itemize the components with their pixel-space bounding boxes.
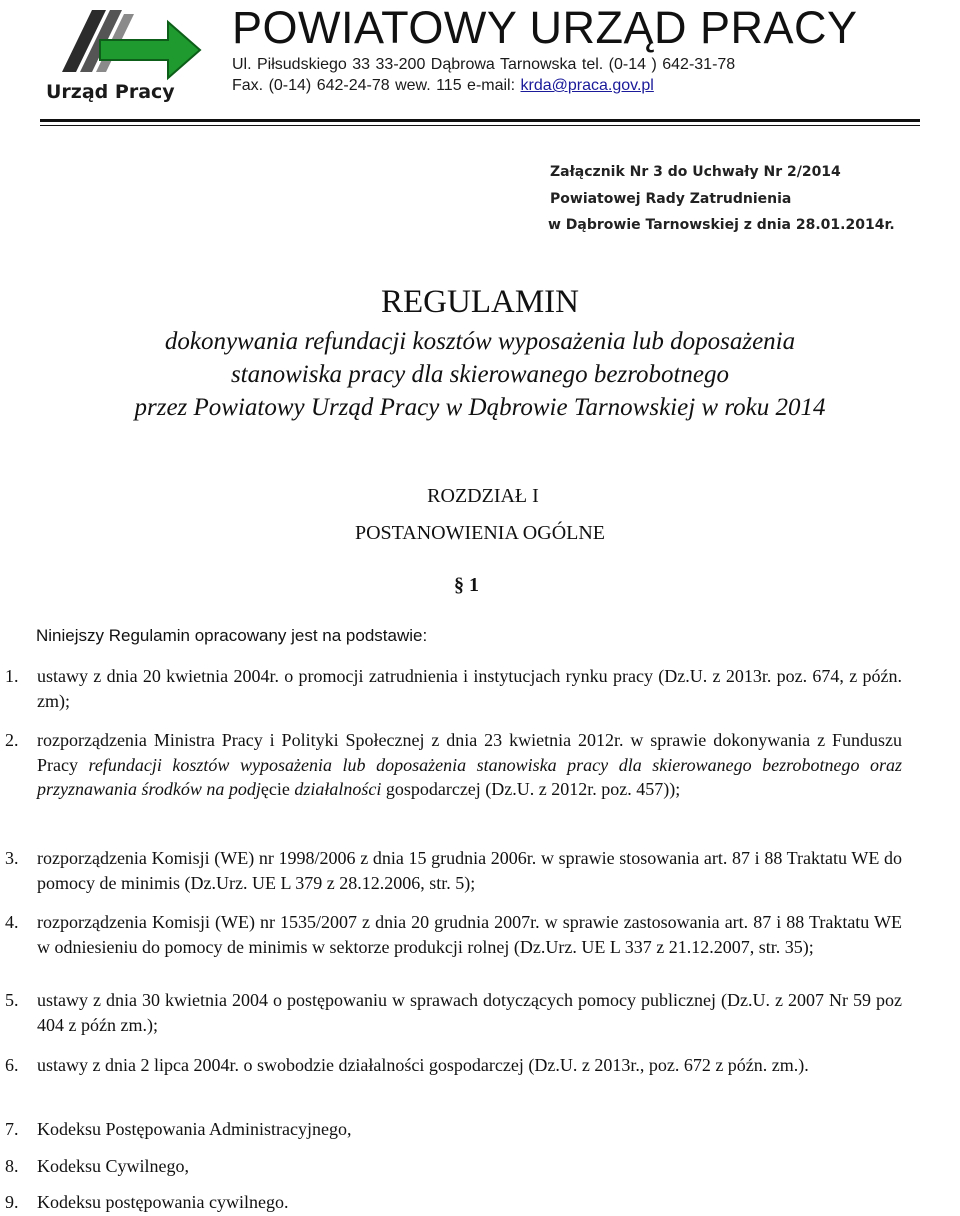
list-item-text: Kodeksu Postępowania Administracyjnego, — [37, 1119, 352, 1139]
list-item-text: Kodeksu postępowania cywilnego. — [37, 1192, 289, 1212]
list-item-number: 7. — [5, 1119, 19, 1139]
list-item-text: Kodeksu Cywilnego, — [37, 1156, 189, 1176]
list-item-number: 3. — [5, 848, 19, 868]
document-subtitle-2: stanowiska pracy dla skierowanego bezrobotnego — [230, 361, 730, 388]
list-item-text-italic: działalności — [289, 779, 382, 799]
list-item — [5, 988, 902, 1037]
header-divider-thick — [40, 119, 920, 122]
list-item — [5, 664, 902, 713]
list-item-text: rozporządzenia Komisji (WE) nr 1535/2007 z dnia 20 grudnia 2007r. w sprawie zastosowania art. 87 i 88 Traktatu WE w odniesieniu do pomocy de minimis w sektorze produkcji rolnej (Dz.Urz. UE L 337 z 21.12.2007, str. 35); — [37, 912, 902, 957]
list-item — [5, 1154, 902, 1179]
list-item — [5, 1117, 902, 1142]
list-item-text-part: gospodarczej (Dz.U. z 2012r. poz. 457)); — [381, 779, 681, 799]
email-link[interactable]: krda@praca.gov.pl — [520, 77, 654, 94]
intro-text: Niniejszy Regulamin opracowany jest na podstawie: — [36, 626, 428, 645]
header-divider-thin — [40, 125, 920, 126]
contact-address-phone: Ul. Piłsudskiego 33 33-200 Dąbrowa Tarnowska tel. (0-14 ) 642-31-78 — [232, 56, 736, 73]
document-title: REGULAMIN — [381, 284, 579, 320]
office-logo — [40, 2, 215, 106]
list-item-text: rozporządzenia Komisji (WE) nr 1998/2006 z dnia 15 grudnia 2006r. w sprawie stosowania art. 87 i 88 Traktatu WE do pomocy de minimis (Dz.Urz. UE L 379 z 28.12.2006, str. 5); — [37, 848, 902, 893]
logo-text: Urząd Pracy — [46, 81, 175, 103]
list-item-number: 9. — [5, 1192, 19, 1212]
document-subtitle-1: dokonywania refundacji kosztów wyposażenia lub doposażenia — [164, 328, 796, 355]
attachment-line-1: Załącznik Nr 3 do Uchwały Nr 2/2014 — [550, 164, 841, 180]
list-item — [5, 1053, 902, 1078]
organization-name: POWIATOWY URZĄD PRACY — [232, 2, 858, 53]
chapter-number: ROZDZIAŁ I — [427, 485, 539, 507]
contact-fax: Fax. (0-14) 642-24-78 wew. 115 e-mail: — [232, 77, 516, 94]
list-item-text: ustawy z dnia 2 lipca 2004r. o swobodzie działalności gospodarczej (Dz.U. z 2013r., poz. 672 z późn. zm.). — [37, 1055, 809, 1075]
list-item — [5, 728, 902, 802]
list-item-number: 5. — [5, 990, 19, 1010]
list-item-number: 1. — [5, 666, 19, 686]
list-item-number: 4. — [5, 912, 19, 932]
attachment-line-2: Powiatowej Rady Zatrudnienia — [550, 191, 792, 207]
list-item-number: 8. — [5, 1156, 19, 1176]
document-subtitle-3: przez Powiatowy Urząd Pracy w Dąbrowie Tarnowskiej w roku 2014 — [134, 394, 826, 421]
list-item-text — [37, 728, 902, 802]
list-item-text-part: ęcie — [260, 779, 290, 799]
contact-fax-email — [232, 76, 654, 96]
attachment-line-3: w Dąbrowie Tarnowskiej z dnia 28.01.2014r. — [548, 217, 895, 233]
list-item-text: ustawy z dnia 30 kwietnia 2004 o postępowaniu w sprawach dotyczących pomocy publicznej (Dz.U. z 2007 Nr 59 poz 404 z późn zm.); — [37, 990, 902, 1035]
list-item-text: ustawy z dnia 20 kwietnia 2004r. o promocji zatrudnienia i instytucjach rynku pracy (Dz.U. z 2013r. poz. 674, z późn. zm); — [37, 666, 902, 711]
chapter-name: POSTANOWIENIA OGÓLNE — [354, 522, 606, 544]
list-item — [5, 1190, 902, 1215]
list-item-number: 2. — [5, 730, 19, 750]
paragraph-symbol: § 1 — [454, 574, 479, 596]
list-item — [5, 846, 902, 895]
list-item-text-part: rozporządzenia Ministra Pracy i Polityki Społecznej z dnia 23 kwietnia 2012r. w sprawie dokonywania z Funduszu Pracy — [37, 730, 902, 775]
list-item-text-italic: refundacji kosztów wyposażenia lub doposażenia stanowiska pracy dla skierowanego bezrobotnego oraz przyznawania środków na podj — [37, 754, 903, 799]
list-item-number: 6. — [5, 1055, 19, 1075]
list-item — [5, 910, 902, 959]
